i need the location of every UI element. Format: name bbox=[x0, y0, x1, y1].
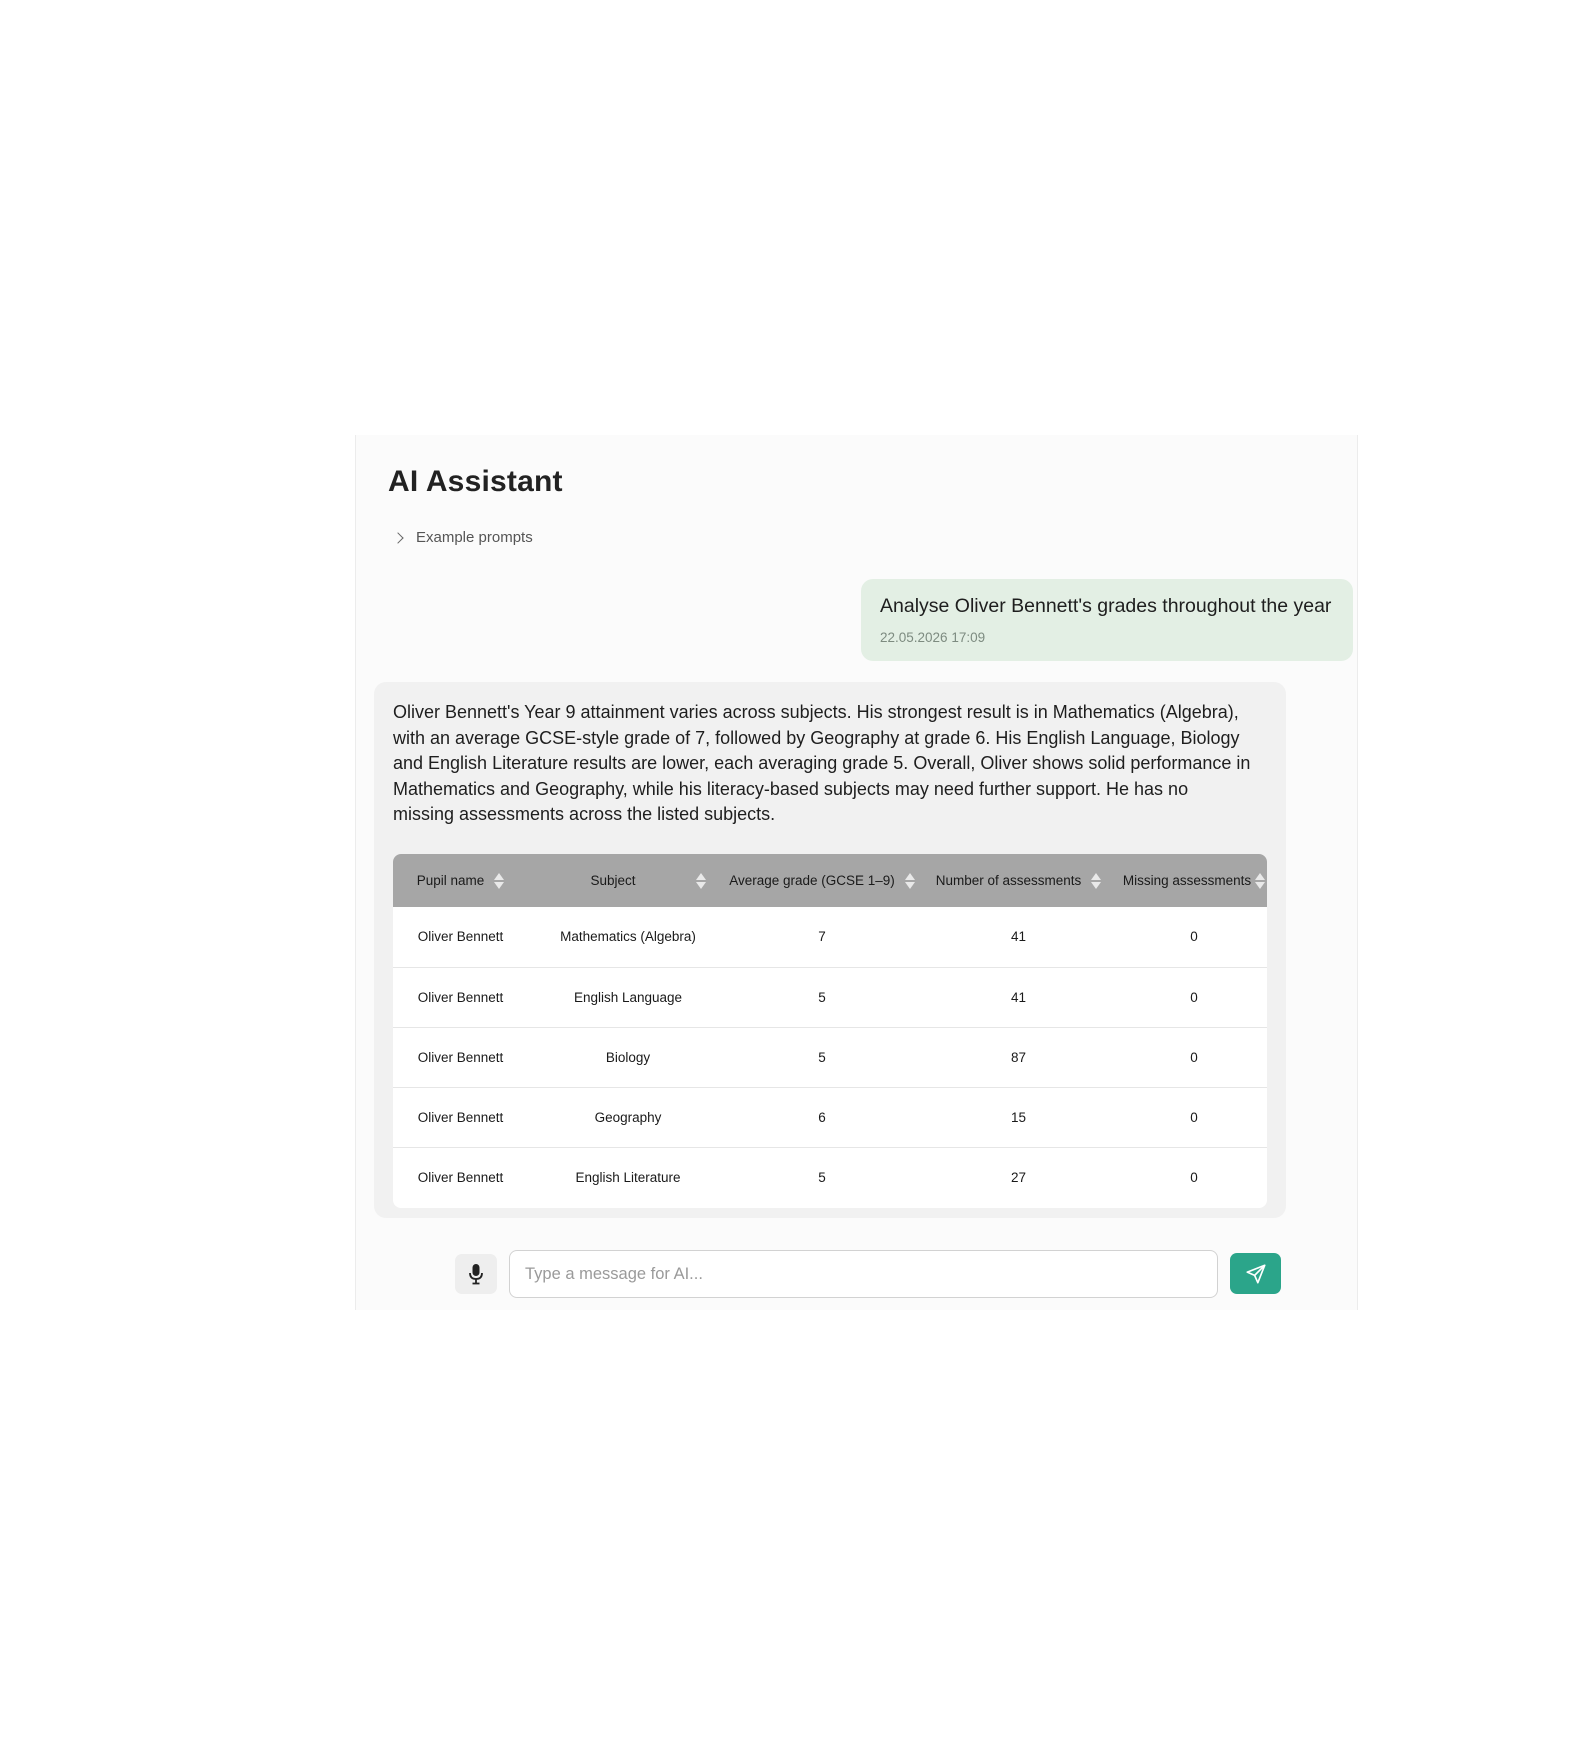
cell-subject: English Literature bbox=[575, 1169, 681, 1185]
send-icon bbox=[1245, 1263, 1267, 1285]
sort-icon[interactable] bbox=[1091, 873, 1101, 889]
cell-number-of-assessments: 27 bbox=[1010, 1169, 1027, 1185]
cell-missing-assessments: 0 bbox=[1190, 989, 1198, 1005]
cell-subject: Biology bbox=[605, 1049, 651, 1065]
ai-assistant-panel bbox=[355, 435, 1358, 1310]
cell-number-of-assessments: 15 bbox=[1010, 1109, 1027, 1125]
column-header-pupil-name[interactable]: Pupil name bbox=[393, 854, 528, 907]
cell-average-grade: 5 bbox=[818, 1049, 826, 1065]
sort-icon[interactable] bbox=[1255, 873, 1265, 889]
cell-missing-assessments: 0 bbox=[1190, 1109, 1198, 1125]
microphone-icon bbox=[468, 1263, 484, 1285]
table-row bbox=[393, 907, 1267, 967]
table-row bbox=[393, 967, 1267, 1027]
message-input[interactable] bbox=[509, 1250, 1218, 1298]
chevron-right-icon bbox=[392, 532, 403, 543]
page-title: AI Assistant bbox=[388, 465, 563, 498]
user-message-bubble bbox=[861, 579, 1353, 661]
table-row bbox=[393, 1147, 1267, 1207]
cell-average-grade: 5 bbox=[818, 989, 826, 1005]
cell-subject: Mathematics (Algebra) bbox=[560, 929, 696, 945]
cell-pupil-name: Oliver Bennett bbox=[417, 989, 504, 1005]
cell-average-grade: 7 bbox=[818, 929, 826, 945]
send-button[interactable] bbox=[1230, 1253, 1281, 1294]
example-prompts-label: Example prompts bbox=[416, 529, 533, 546]
table-row bbox=[393, 1027, 1267, 1087]
user-message-timestamp: 22.05.2026 17:09 bbox=[880, 630, 986, 645]
ai-message-text: Oliver Bennett's Year 9 attainment varies across subjects. His strongest result is in Mathematics (Algebra), with an average GCSE-style grade of 7, followed by Geography at grade 6. His English Language, Biology and English Literature results are lower, each averaging grade 5. Overall, Oliver shows solid performance in Mathematics and Geography, while his literacy-based subjects may need further support. He has no missing assessments across the listed subjects. bbox=[393, 702, 1251, 824]
example-prompts-toggle[interactable] bbox=[394, 529, 533, 546]
cell-missing-assessments: 0 bbox=[1190, 1169, 1198, 1185]
cell-pupil-name: Oliver Bennett bbox=[417, 929, 504, 945]
table-row bbox=[393, 1087, 1267, 1147]
sort-icon[interactable] bbox=[905, 873, 915, 889]
column-header-average-grade[interactable]: Average grade (GCSE 1–9) bbox=[728, 854, 916, 907]
cell-number-of-assessments: 41 bbox=[1010, 989, 1027, 1005]
cell-number-of-assessments: 41 bbox=[1010, 929, 1027, 945]
column-header-subject[interactable]: Subject bbox=[528, 854, 728, 907]
user-message-text: Analyse Oliver Bennett's grades throughout the year bbox=[880, 595, 1332, 617]
sort-icon[interactable] bbox=[696, 873, 706, 889]
cell-number-of-assessments: 87 bbox=[1010, 1049, 1027, 1065]
sort-icon[interactable] bbox=[494, 873, 504, 889]
cell-missing-assessments: 0 bbox=[1190, 1049, 1198, 1065]
cell-average-grade: 6 bbox=[818, 1109, 826, 1125]
cell-average-grade: 5 bbox=[818, 1169, 826, 1185]
ai-message-bubble bbox=[374, 682, 1286, 1218]
cell-pupil-name: Oliver Bennett bbox=[417, 1109, 504, 1125]
grades-table bbox=[393, 854, 1267, 1208]
cell-subject: English Language bbox=[573, 989, 683, 1005]
cell-pupil-name: Oliver Bennett bbox=[417, 1169, 504, 1185]
table-header-row bbox=[393, 854, 1267, 907]
column-header-missing-assessments[interactable]: Missing assessments bbox=[1121, 854, 1267, 907]
microphone-button[interactable] bbox=[455, 1254, 497, 1294]
cell-missing-assessments: 0 bbox=[1190, 929, 1198, 945]
column-header-number-of-assessments[interactable]: Number of assessments bbox=[916, 854, 1121, 907]
message-composer bbox=[455, 1250, 1285, 1300]
cell-pupil-name: Oliver Bennett bbox=[417, 1049, 504, 1065]
cell-subject: Geography bbox=[594, 1109, 662, 1125]
